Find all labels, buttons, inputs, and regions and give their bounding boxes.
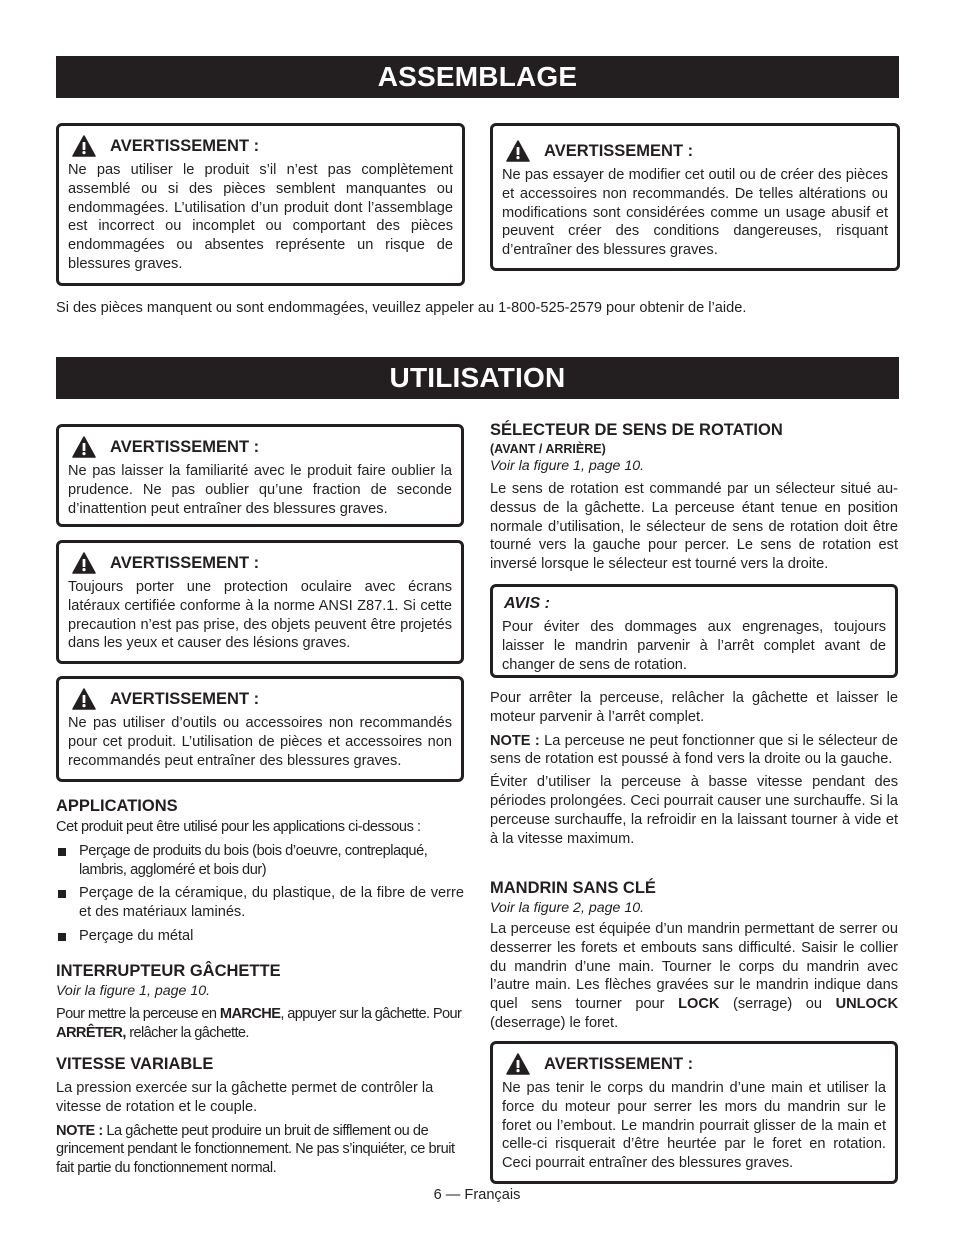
figure-reference: Voir la figure 2, page 10. bbox=[490, 900, 645, 916]
warning-triangle-icon bbox=[72, 552, 96, 574]
list-item: Perçage de la céramique, du plastique, de la fibre de verre et des matériaux laminés. bbox=[56, 884, 464, 922]
applications-heading: APPLICATIONS bbox=[56, 797, 178, 815]
figure-reference: Voir la figure 1, page 10. bbox=[490, 458, 645, 474]
warning-box-accessories bbox=[56, 676, 464, 782]
direction-note: NOTE : La perceuse ne peut fonctionner que si le sélecteur de sens de rotation est poussé à fond vers la droite ou la gauche. bbox=[490, 732, 898, 768]
chuck-section bbox=[490, 877, 898, 1033]
warning-box-chuck bbox=[490, 1041, 898, 1184]
warning-text: Ne pas tenir le corps du mandrin d’une main et utiliser la force du moteur pour serrer les mors du mandrin sur le foret ou l’embout. Le mandrin pourrait glisser de la main et celle-ci risquerait d’être heurtée par le foret en rotation. Ceci pourrait entraîner des blessures graves. bbox=[502, 1080, 886, 1172]
direction-text: Le sens de rotation est commandé par un sélecteur situé au-dessus de la gâchette. La perceuse étant tenue en position normale d’utilisation, le sélecteur de sens de rotation doit être tourné vers la gauche pour percer. Le sens de rotation est inversé lorsque le sélecteur est tourné vers la droite. bbox=[490, 481, 898, 573]
direction-subheading: (AVANT / ARRIÈRE) bbox=[490, 442, 606, 456]
warning-heading: AVERTISSEMENT : bbox=[110, 553, 260, 572]
direction-heading: SÉLECTEUR DE SENS DE ROTATION bbox=[490, 421, 783, 439]
bullet-icon bbox=[58, 933, 66, 941]
warning-triangle-icon bbox=[72, 436, 96, 458]
variable-speed-heading: VITESSE VARIABLE bbox=[56, 1055, 214, 1073]
warning-heading: AVERTISSEMENT : bbox=[544, 141, 694, 160]
warning-heading: AVERTISSEMENT : bbox=[110, 437, 260, 456]
warning-triangle-icon bbox=[72, 688, 96, 710]
warning-triangle-icon bbox=[506, 1053, 530, 1075]
variable-speed-section bbox=[56, 1053, 464, 1178]
warning-box-modification bbox=[490, 123, 900, 271]
direction-continued bbox=[490, 689, 898, 848]
section-title-assemblage: ASSEMBLAGE bbox=[56, 56, 899, 98]
applications-section bbox=[56, 795, 464, 946]
warning-box-assembly bbox=[56, 123, 465, 286]
warning-text: Toujours porter une protection oculaire avec écrans latéraux certifiée conforme à la norme ANSI Z87.1. Si cette precaution n’est pas prise, des objets peuvent être projetés dans les yeux et causer des lésions graves. bbox=[68, 579, 452, 652]
warning-triangle-icon bbox=[506, 140, 530, 162]
notice-heading: AVIS : bbox=[504, 595, 550, 612]
variable-speed-text: La pression exercée sur la gâchette permet de contrôler la vitesse de rotation et le couple. bbox=[56, 1080, 434, 1115]
warning-box-familiarity bbox=[56, 424, 464, 527]
trigger-heading: INTERRUPTEUR GÂCHETTE bbox=[56, 962, 281, 980]
stop-text: Pour arrêter la perceuse, relâcher la gâchette et laisser le moteur parvenir à l’arrêt complet. bbox=[490, 690, 898, 725]
chuck-heading: MANDRIN SANS CLÉ bbox=[490, 879, 656, 897]
warning-heading: AVERTISSEMENT : bbox=[544, 1054, 694, 1073]
notice-text: Pour éviter des dommages aux engrenages, toujours laisser le mandrin parvenir à l’arrêt complet avant de changer de sens de rotation. bbox=[502, 619, 886, 673]
help-phone-line: Si des pièces manquent ou sont endommagées, veuillez appeler au 1-800-525-2579 pour obtenir de l’aide. bbox=[56, 300, 747, 316]
warning-text: Ne pas laisser la familiarité avec le produit faire oublier la prudence. Ne pas oublier qu’une fraction de seconde d’inattention peut entraîner des blessures graves. bbox=[68, 463, 452, 517]
figure-reference: Voir la figure 1, page 10. bbox=[56, 983, 211, 999]
overheat-text: Éviter d’utiliser la perceuse à basse vitesse pendant des périodes prolongées. Ceci pourrait causer une surchauffe. Si la perceuse surchauffe, la refroidir en la laissant tourner à vide et à la vitesse maximum. bbox=[490, 774, 898, 847]
bullet-icon bbox=[58, 848, 66, 856]
warning-text: Ne pas utiliser le produit s’il n’est pas complètement assemblé ou si des pièces semblent manquantes ou endommagées. L’utilisation d’un produit dont l’assemblage est incorrect ou incomplet ou comportant des pièces endommagées ou absentes représente un risque de blessures graves. bbox=[68, 162, 453, 272]
notice-box bbox=[490, 584, 898, 678]
direction-section bbox=[490, 419, 898, 574]
list-item: Perçage de produits du bois (bois d’oeuvre, contreplaqué, lambris, aggloméré et bois dur) bbox=[56, 842, 464, 880]
section-title-utilisation: UTILISATION bbox=[56, 357, 899, 399]
warning-box-eye-protection bbox=[56, 540, 464, 664]
trigger-text: Pour mettre la perceuse en MARCHE, appuyer sur la gâchette. Pour ARRÊTER, relâcher la gâchette. bbox=[56, 1006, 462, 1041]
chuck-text: La perceuse est équipée d’un mandrin permettant de serrer ou desserrer les forets et embouts sans difficulté. Saisir le collier du mandrin d’une main. Tourner le corps du mandrin avec l’autre main. Les flèches gravées sur le mandrin indique dans quel sens tourner pour LOCK (serrage) ou UNLOCK (deserrage) le foret. bbox=[490, 921, 898, 1031]
warning-heading: AVERTISSEMENT : bbox=[110, 136, 260, 155]
list-item: Perçage du métal bbox=[56, 927, 464, 946]
warning-heading: AVERTISSEMENT : bbox=[110, 689, 260, 708]
page-footer: 6 — Français bbox=[433, 1187, 521, 1203]
variable-speed-note: NOTE : La gâchette peut produire un bruit de sifflement ou de grincement pendant le fonctionnement. Ne pas s’inquiéter, ce bruit fait partie du fonctionnement normal. bbox=[56, 1122, 455, 1177]
trigger-section bbox=[56, 960, 464, 1043]
warning-triangle-icon bbox=[72, 135, 96, 157]
warning-text: Ne pas essayer de modifier cet outil ou de créer des pièces et accessoires non recommandés. De telles altérations ou modifications sont considérées comme un usage abusif et peuvent créer des conditions dangereuses, risquant d’entraîner des blessures graves. bbox=[502, 167, 888, 259]
warning-text: Ne pas utiliser d’outils ou accessoires non recommandés pour cet produit. L’utilisation de pièces et accessoires non recommandés peut entraîner des blessures graves. bbox=[68, 715, 452, 769]
applications-intro: Cet produit peut être utilisé pour les applications ci-dessous : bbox=[56, 819, 421, 835]
bullet-icon bbox=[58, 890, 66, 898]
